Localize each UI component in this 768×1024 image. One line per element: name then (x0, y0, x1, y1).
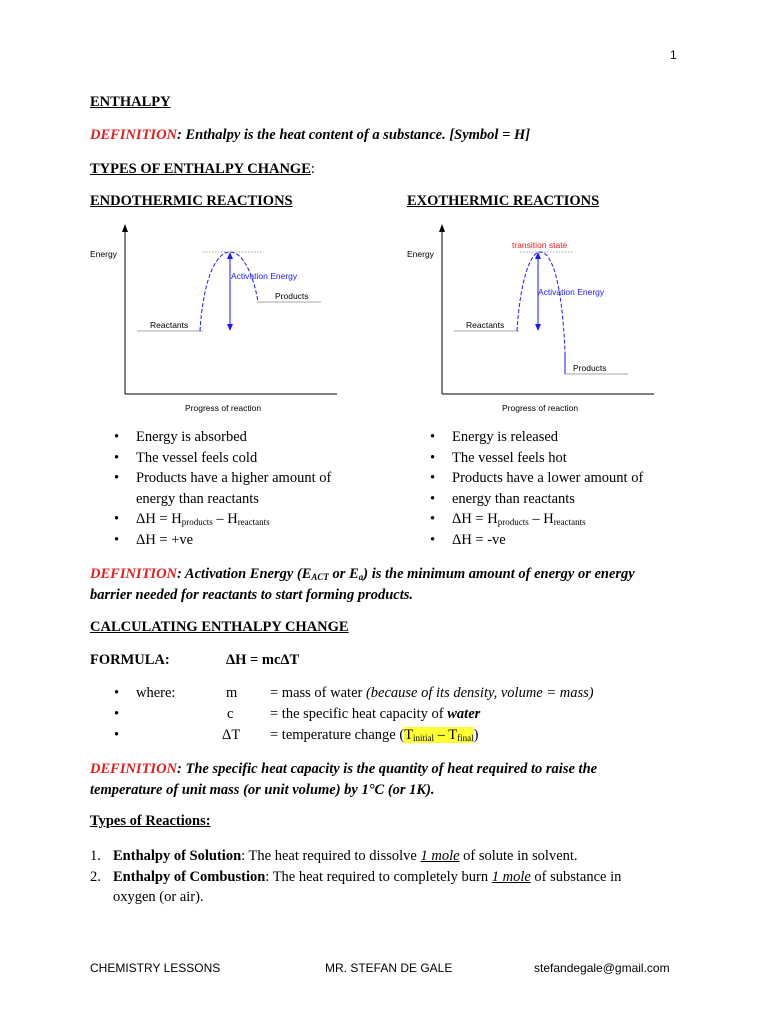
endothermic-bullets (112, 427, 392, 550)
types-heading (90, 161, 315, 178)
def-part: or E (328, 566, 359, 582)
progress-label: Progress of reaction (502, 403, 579, 413)
exothermic-bullets (428, 427, 718, 550)
endothermic-diagram (85, 222, 345, 417)
definition-label: DEFINITION (90, 761, 178, 777)
variable-desc (270, 685, 594, 702)
variable-desc (270, 706, 480, 723)
close-paren: ) (473, 727, 479, 743)
energy-axis-arrow (439, 224, 445, 232)
reaction-underline: 1 mole (420, 848, 460, 864)
list-item: • energy than reactants (428, 489, 718, 510)
formula-equation: ΔH = mcΔT (226, 652, 300, 668)
list-item: • ΔH = +ve (112, 530, 392, 551)
list-item: • Products have a higher amount of (112, 468, 392, 489)
list-item: • Energy is absorbed (112, 427, 392, 448)
list-item: • The vessel feels hot (428, 448, 718, 469)
list-item: • Products have a lower amount of (428, 468, 718, 489)
page-number: 1 (670, 48, 677, 62)
page-title: ENTHALPY (90, 94, 171, 110)
reaction-text-line2: oxygen (or air). (113, 889, 204, 905)
products-label: Products (573, 363, 607, 373)
exothermic-heading: EXOTHERMIC REACTIONS (407, 193, 600, 209)
list-item: • ΔH = -ve (428, 530, 718, 551)
definition-label: DEFINITION (90, 566, 178, 582)
variable-symbol: m (226, 685, 238, 701)
reaction-text: of substance in (530, 868, 622, 885)
endothermic-heading: ENDOTHERMIC REACTIONS (90, 193, 293, 209)
activation-arrow-head-up (227, 252, 233, 259)
formula-label: FORMULA: (90, 652, 170, 668)
variable-symbol: c (227, 706, 234, 722)
energy-axis-arrow (122, 224, 128, 232)
list-item-dh: • $\Delta H = H_{products} - H_{reactants}$ (112, 509, 392, 530)
types-heading-colon: : (310, 161, 315, 177)
reactants-label: Reactants (466, 320, 505, 330)
bullet: • (114, 685, 120, 701)
reaction-text: : The heat required to dissolve (241, 848, 421, 864)
reaction-name: Enthalpy of Solution (113, 848, 242, 864)
t-final: T (448, 727, 458, 743)
footer-email: stefandegale@gmail.com (534, 961, 670, 975)
list-item: energy than reactants (136, 490, 259, 507)
products-label: Products (275, 291, 309, 301)
variable-row (114, 685, 734, 706)
sub-initial: initial (413, 733, 435, 743)
transition-state-label: transition state (512, 240, 568, 250)
sub-products: products (181, 517, 213, 527)
exothermic-diagram (402, 222, 662, 417)
sub-products: products (497, 517, 529, 527)
energy-label: Energy (90, 249, 117, 259)
list-item-dh: • $\Delta H = H_{products} - H_{reactants}$ (428, 509, 718, 530)
footer-left: CHEMISTRY LESSONS (90, 961, 221, 975)
def-part: ) is the minimum amount of energy or energy (363, 566, 635, 582)
reaction-name: Enthalpy of Combustion (113, 868, 266, 885)
sub-a: a (358, 572, 364, 582)
def-line2: temperature of unit mass (or unit volume) by 1°C (or 1K). (90, 782, 435, 798)
sub-reactants: reactants (553, 517, 586, 527)
item-number: 1. (90, 848, 101, 864)
list-item (90, 867, 690, 908)
reactants-label: Reactants (150, 320, 189, 330)
sub-reactants: reactants (237, 517, 270, 527)
definition-activation-energy (90, 564, 690, 606)
variable-row (114, 727, 734, 748)
list-item: • Energy is released (428, 427, 718, 448)
activation-energy-label: Activation Energy (538, 287, 605, 297)
definition-specific-heat (90, 759, 710, 801)
list-item (90, 846, 690, 867)
t-initial: T (404, 727, 414, 743)
types-heading-text: TYPES OF ENTHALPY CHANGE (90, 161, 311, 177)
sub-final: final (457, 733, 474, 743)
definition-label: DEFINITION (90, 127, 178, 143)
reaction-text: of solute in solvent. (459, 848, 578, 864)
desc-note: water (447, 706, 481, 722)
list-item: • The vessel feels cold (112, 448, 392, 469)
def-line2: barrier needed for reactants to start forming products. (90, 587, 414, 603)
highlighted-temperature (404, 727, 473, 743)
footer-center: MR. STEFAN DE GALE (325, 961, 453, 975)
variable-symbol: ΔT (222, 727, 241, 743)
progress-label: Progress of reaction (185, 403, 262, 413)
activation-arrow-head-down (227, 324, 233, 331)
activation-arrow-head-down (535, 324, 541, 331)
dash: – (434, 727, 449, 743)
bullet: • (114, 727, 120, 743)
desc-note: (because of its density, volume = mass) (365, 685, 594, 701)
variable-lead: where: (136, 685, 176, 701)
desc-text: = the specific heat capacity of (270, 706, 448, 722)
definition-text: : Enthalpy is the heat content of a substance. [Symbol = H] (177, 127, 531, 143)
def-part: : The specific heat capacity is the quantity of heat required to raise the (177, 761, 598, 777)
activation-energy-label: Activation Energy (231, 271, 298, 281)
reactions-list (90, 846, 690, 908)
energy-curve (517, 252, 565, 352)
definition-enthalpy (90, 127, 530, 144)
energy-curve (200, 252, 258, 331)
reaction-text: : The heat required to completely burn (265, 868, 492, 885)
reactions-heading: Types of Reactions: (90, 813, 211, 829)
def-part: : Activation Energy (E (177, 566, 312, 582)
calculating-heading: CALCULATING ENTHALPY CHANGE (90, 619, 349, 635)
sub-act: ACT (311, 572, 329, 582)
reaction-underline: 1 mole (491, 868, 531, 885)
desc-text: = temperature change ( (270, 727, 405, 743)
variable-desc (270, 727, 479, 744)
variables-list (114, 685, 734, 748)
desc-text: = mass of water (270, 685, 366, 701)
variable-row (114, 706, 734, 727)
bullet: • (114, 706, 120, 722)
energy-label: Energy (407, 249, 434, 259)
item-number: 2. (90, 868, 101, 885)
